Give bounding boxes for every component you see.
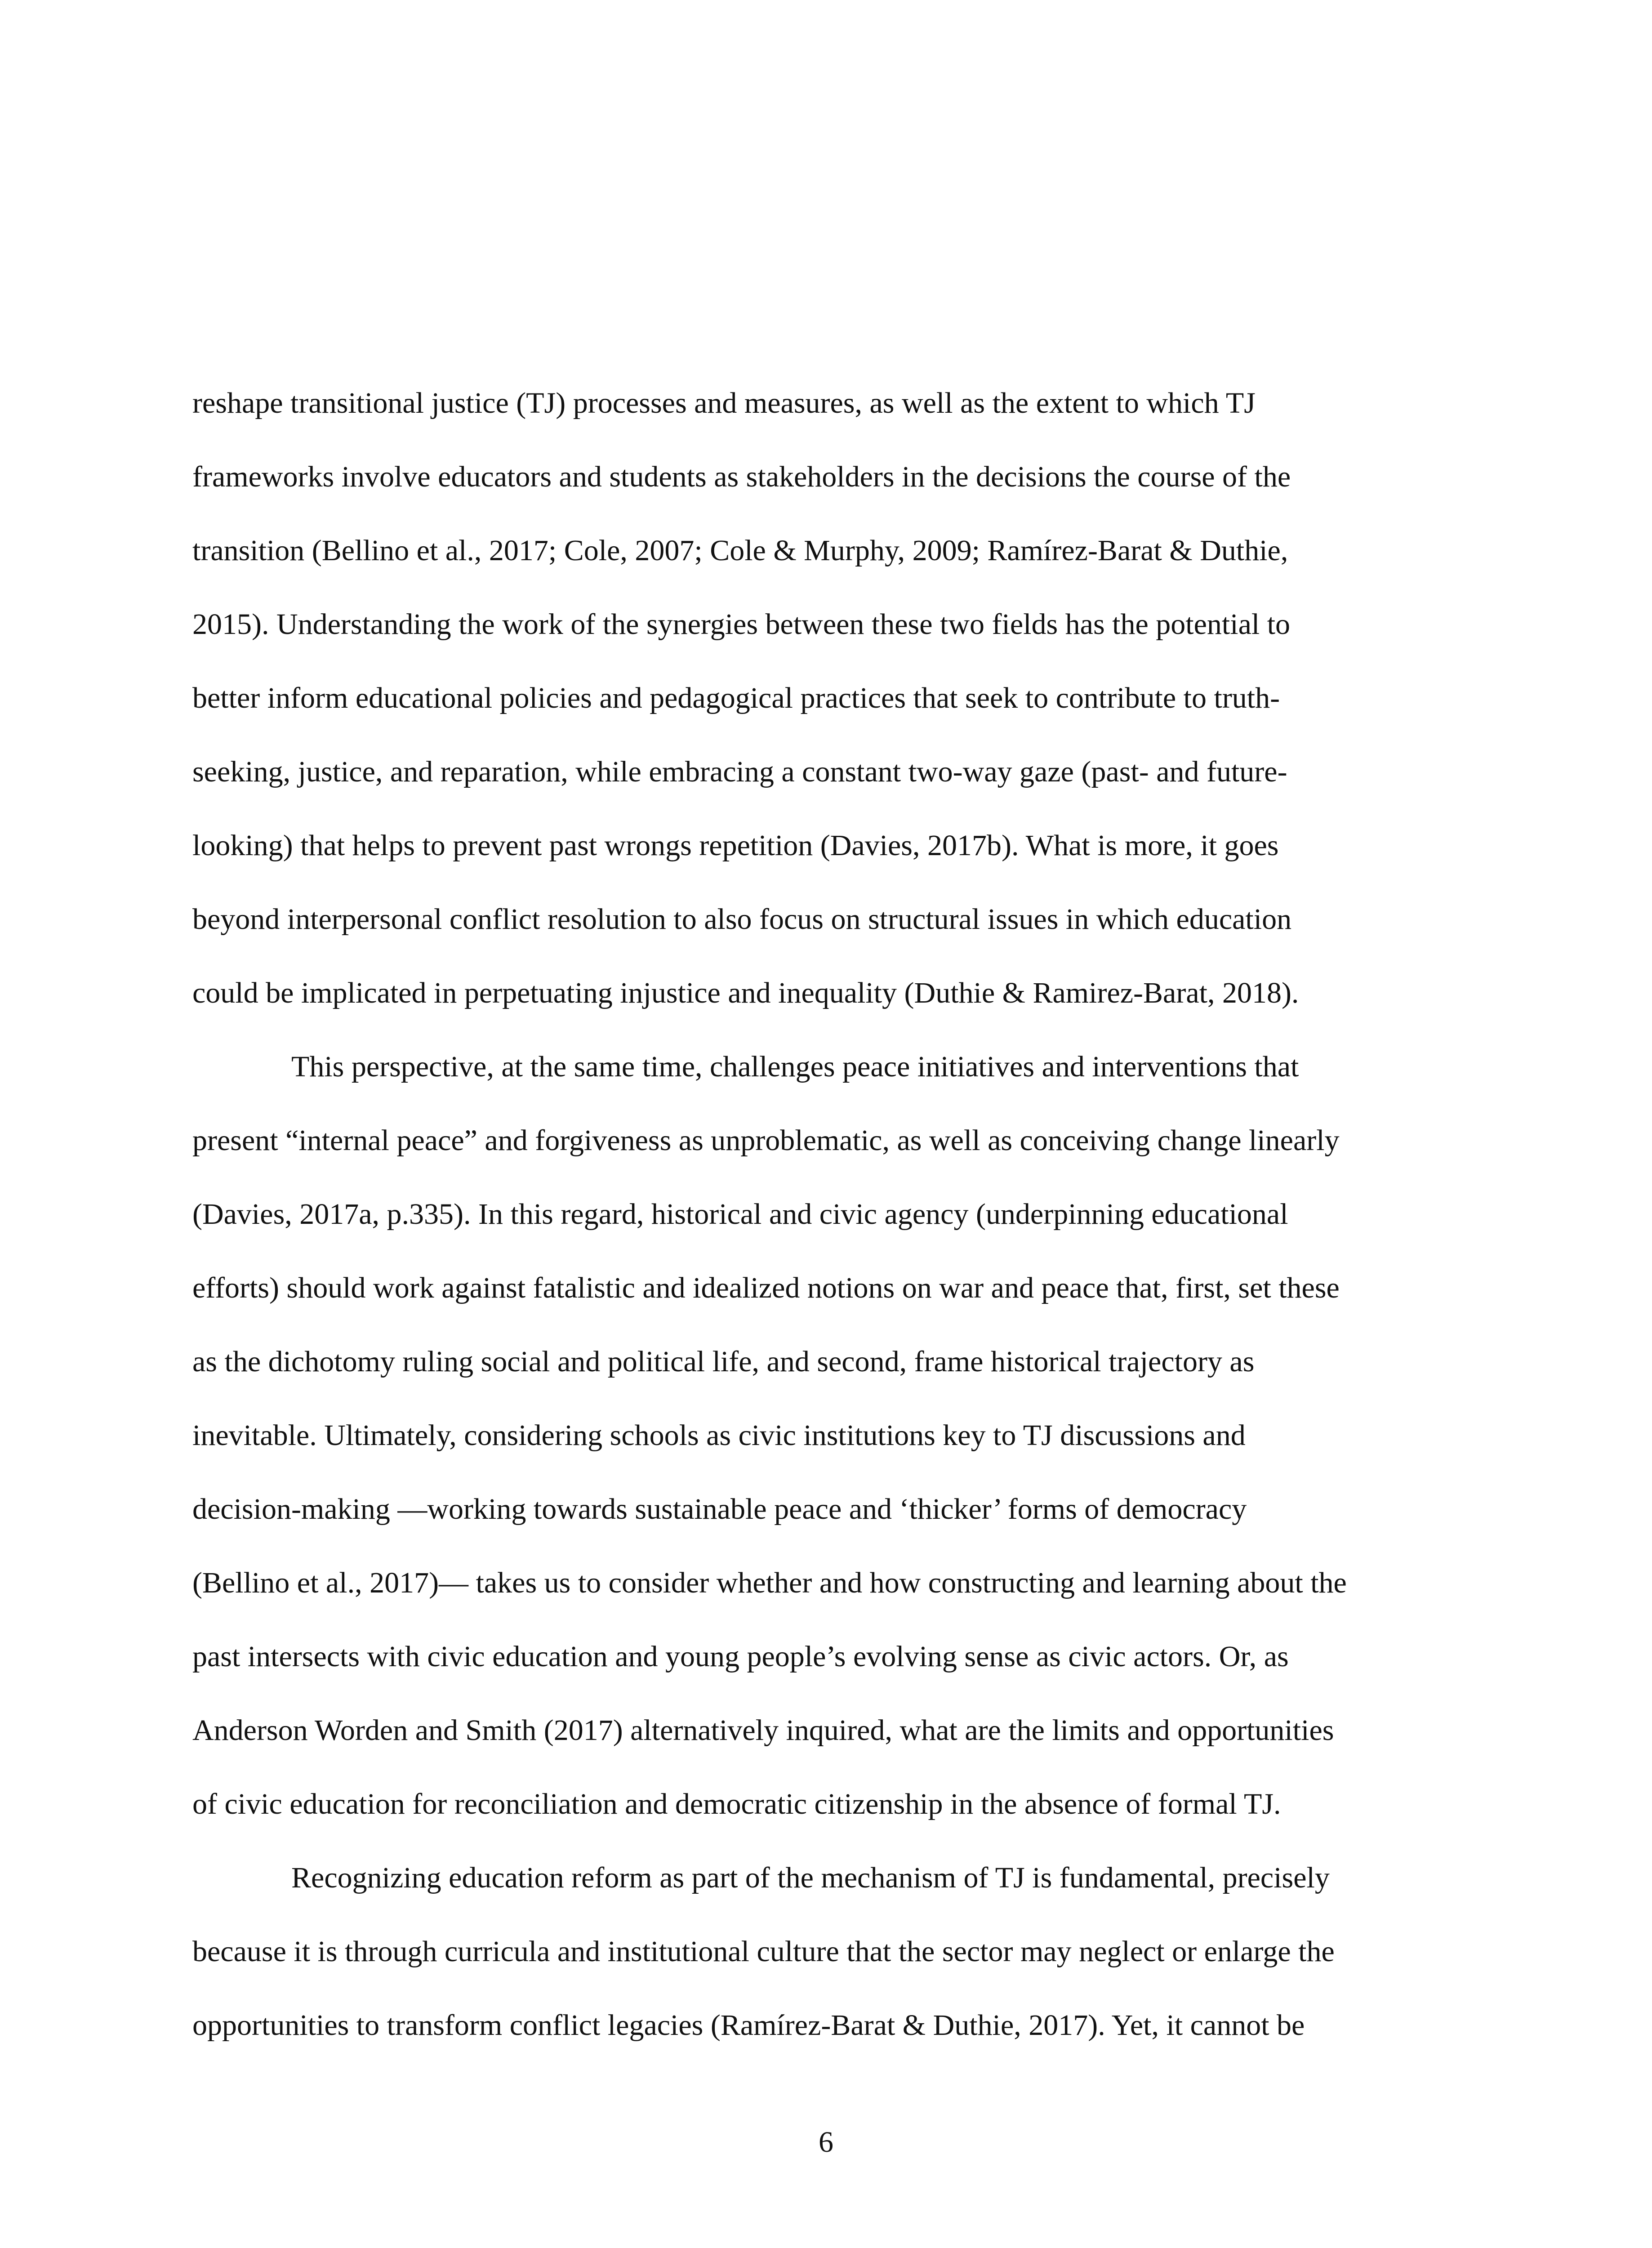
text-line: because it is through curricula and institutional culture that the sector may neglect or enlarge the [192, 1935, 1335, 1968]
body-text [192, 366, 1347, 2062]
text-line: (Bellino et al., 2017)— takes us to consider whether and how constructing and learning about the [192, 1566, 1347, 1599]
text-line: present “internal peace” and forgiveness as unproblematic, as well as conceiving change linearly [192, 1124, 1340, 1157]
text-line: as the dichotomy ruling social and political life, and second, frame historical trajectory as [192, 1345, 1255, 1378]
text-line: past intersects with civic education and young people’s evolving sense as civic actors. Or, as [192, 1640, 1289, 1673]
text-line: opportunities to transform conflict legacies (Ramírez-Barat & Duthie, 2017). Yet, it cannot be [192, 2009, 1305, 2042]
paragraph-first-line: This perspective, at the same time, challenges peace initiatives and interventions that [291, 1050, 1299, 1083]
text-line: inevitable. Ultimately, considering schools as civic institutions key to TJ discussions and [192, 1419, 1246, 1452]
text-line: of civic education for reconciliation and democratic citizenship in the absence of formal TJ. [192, 1788, 1281, 1820]
text-line: (Davies, 2017a, p.335). In this regard, historical and civic agency (underpinning educational [192, 1198, 1288, 1231]
text-line: beyond interpersonal conflict resolution to also focus on structural issues in which education [192, 903, 1292, 936]
text-line: 2015). Understanding the work of the synergies between these two fields has the potential to [192, 608, 1291, 641]
text-line: seeking, justice, and reparation, while embracing a constant two-way gaze (past- and future- [192, 755, 1287, 788]
page-number: 6 [819, 2126, 833, 2159]
text-line: efforts) should work against fatalistic and idealized notions on war and peace that, first, set these [192, 1271, 1340, 1304]
paragraph-first-line: Recognizing education reform as part of the mechanism of TJ is fundamental, precisely [291, 1861, 1330, 1894]
text-line: decision-making —working towards sustainable peace and ‘thicker’ forms of democracy [192, 1493, 1247, 1525]
text-line: frameworks involve educators and students as stakeholders in the decisions the course of the [192, 460, 1291, 493]
text-line: Anderson Worden and Smith (2017) alternatively inquired, what are the limits and opportunities [192, 1714, 1334, 1747]
text-line: transition (Bellino et al., 2017; Cole, 2007; Cole & Murphy, 2009; Ramírez-Barat & Duthie, [192, 534, 1288, 567]
text-line: looking) that helps to prevent past wrongs repetition (Davies, 2017b). What is more, it goes [192, 829, 1279, 862]
text-line: could be implicated in perpetuating injustice and inequality (Duthie & Ramirez-Barat, 2018). [192, 977, 1299, 1009]
text-line: reshape transitional justice (TJ) processes and measures, as well as the extent to which TJ [192, 387, 1256, 419]
text-line: better inform educational policies and pedagogical practices that seek to contribute to truth- [192, 682, 1280, 714]
